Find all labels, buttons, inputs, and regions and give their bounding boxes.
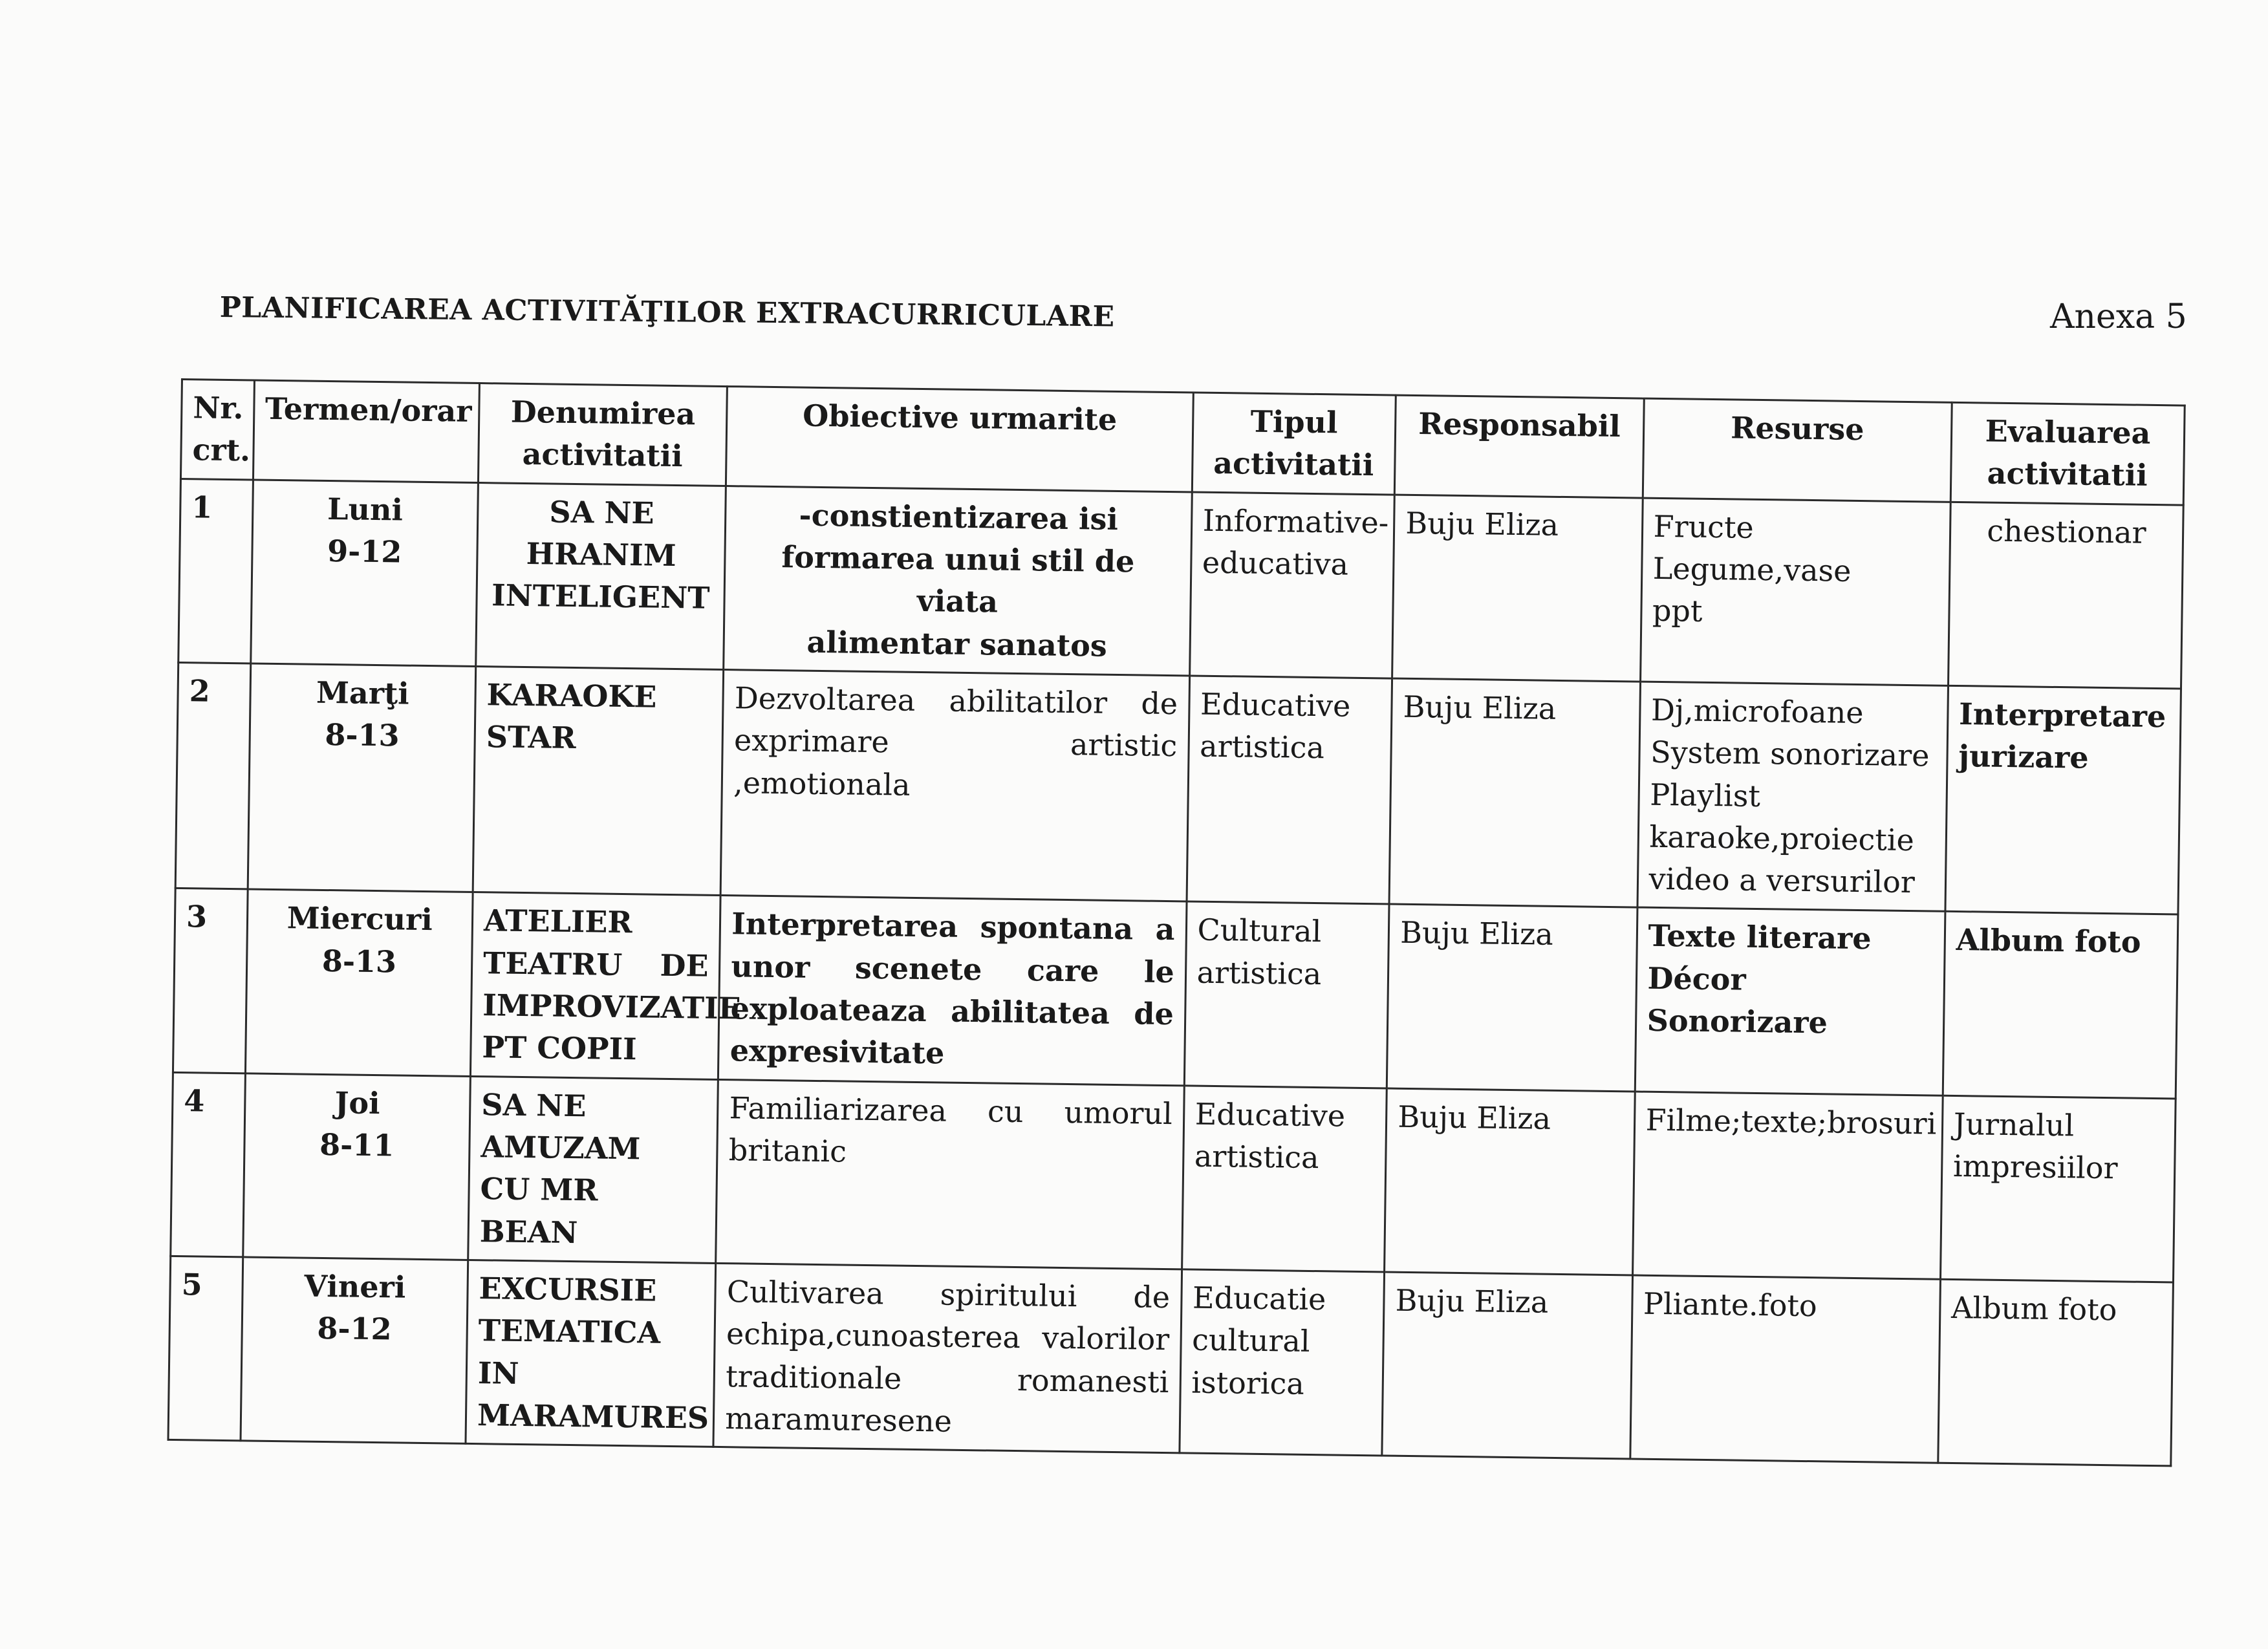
cell-nr: 2 [175, 662, 250, 889]
cell-tipul: Cultural artistica [1184, 901, 1389, 1088]
header-resurse: Resurse [1643, 398, 1952, 502]
cell-tipul: Educative artistica [1187, 676, 1392, 905]
cell-nr: 3 [173, 889, 247, 1073]
cell-obiective: Dezvoltarea abilitatilor de exprimare artistic ,emotionala [720, 669, 1189, 901]
cell-termen: Miercuri 8-13 [245, 889, 473, 1076]
header-obiective: Obiective urmarite [726, 387, 1193, 492]
cell-tipul: Informative- educativa [1189, 492, 1394, 678]
page-title: PLANIFICAREA ACTIVITĂŢILOR EXTRACURRICULARE [219, 291, 1115, 334]
cell-resurse: Fructe Legume,vase ppt [1640, 498, 1950, 685]
cell-termen: Luni 9-12 [250, 480, 478, 667]
header-tipul: Tipul activitatii [1192, 393, 1396, 495]
header-evaluare: Evaluarea activitatii [1950, 402, 2185, 504]
cell-responsabil: Buju Eliza [1389, 678, 1640, 908]
cell-termen: Vineri 8-12 [241, 1257, 468, 1444]
table-row [173, 889, 2177, 1099]
cell-denumire: EXCURSIE TEMATICA IN MARAMURES [466, 1260, 716, 1447]
cell-termen: Marţi 8-13 [248, 663, 476, 892]
cell-denumire: SA NE AMUZAM CU MR BEAN [468, 1076, 718, 1263]
cell-denumire: SA NE HRANIM INTELIGENT [476, 482, 726, 669]
cell-evaluare: Album foto [1943, 912, 2178, 1099]
activities-table-wrapper [167, 378, 2185, 1467]
cell-responsabil: Buju Eliza [1385, 1088, 1635, 1275]
cell-tipul: Educative artistica [1182, 1086, 1387, 1272]
table-row [178, 479, 2183, 689]
cell-evaluare: chestionar [1948, 502, 2183, 689]
table-row [168, 1256, 2173, 1466]
cell-nr: 1 [178, 479, 253, 663]
cell-tipul: Educatie cultural istorica [1179, 1269, 1384, 1456]
cell-obiective: Cultivarea spiritului de echipa,cunoasterea valorilor traditionale romanesti maramuresene [713, 1263, 1182, 1453]
cell-resurse: Filme;texte;brosuri [1632, 1092, 1943, 1279]
cell-obiective: Familiarizarea cu umorul britanic [716, 1079, 1184, 1269]
cell-responsabil: Buju Eliza [1392, 495, 1643, 682]
header-nr: Nr. crt. [180, 380, 254, 480]
header-denumire: Denumirea activitatii [478, 383, 727, 486]
cell-evaluare: Album foto [1938, 1279, 2174, 1466]
cell-evaluare: Jurnalul impresiilor [1940, 1095, 2176, 1282]
cell-denumire: ATELIER TEATRU DE IMPROVIZATIE PT COPII [470, 892, 720, 1079]
cell-obiective: -constientizarea isi formarea unui stil de viata alimentar sanatos [724, 486, 1192, 676]
header-responsabil: Responsabil [1395, 395, 1644, 498]
cell-obiective: Interpretarea spontana a unor scenete care le exploateaza abilitatea de expresivitate [718, 896, 1187, 1086]
cell-denumire: KARAOKE STAR [473, 666, 724, 896]
cell-evaluare: Interpretare jurizare [1945, 685, 2181, 914]
table-row [171, 1072, 2176, 1282]
cell-responsabil: Buju Eliza [1382, 1272, 1632, 1459]
cell-nr: 5 [168, 1256, 243, 1441]
cell-responsabil: Buju Eliza [1387, 904, 1637, 1091]
cell-resurse: Dj,microfoane System sonorizare Playlist karaoke,proiectie video a versurilor [1637, 682, 1949, 912]
cell-resurse: Texte literare Décor Sonorizare [1635, 907, 1945, 1095]
cell-resurse: Pliante.foto [1630, 1275, 1940, 1463]
header-termen: Termen/orar [253, 380, 479, 482]
activities-table [167, 378, 2185, 1467]
table-row [175, 662, 2181, 914]
annex-label: Anexa 5 [2050, 297, 2187, 336]
cell-nr: 4 [171, 1072, 245, 1257]
cell-termen: Joi 8-11 [243, 1073, 470, 1260]
